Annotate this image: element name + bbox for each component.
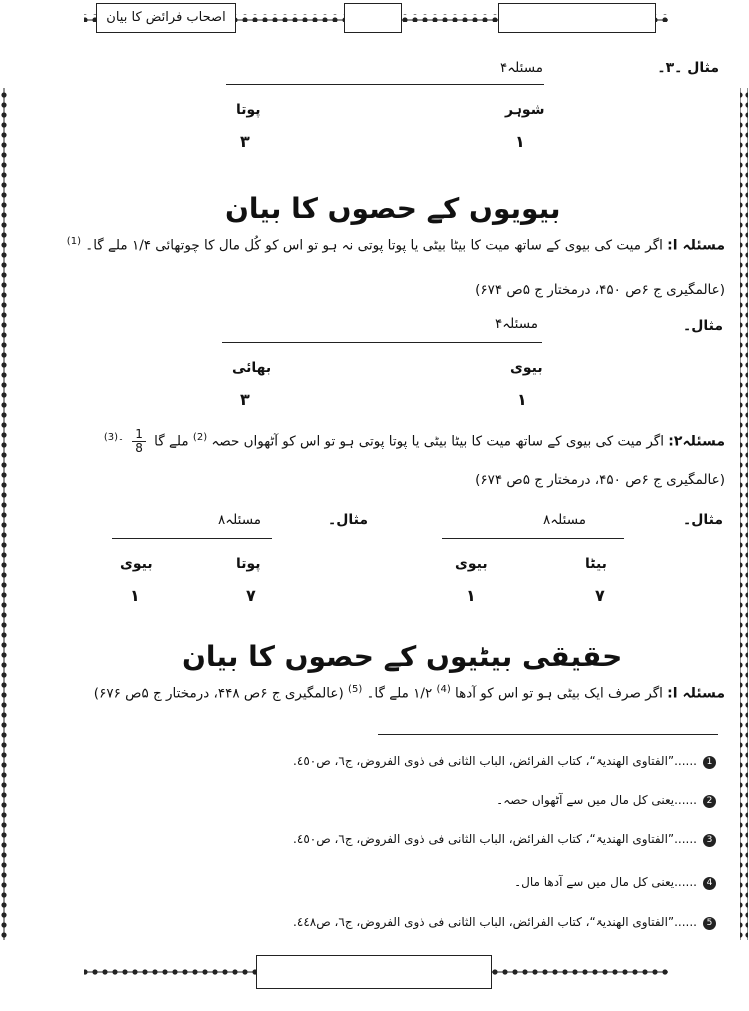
- example3-heir-1: شوہر: [505, 102, 545, 118]
- exampleB-share-2: ۱: [466, 586, 476, 605]
- exampleB-heir-1: بیٹا: [585, 556, 607, 572]
- masala3-line: [25, 684, 725, 702]
- footnote-5: ......”الفتاوی الھندیۃ“، کتاب الفرائض، الباب الثانی فی ذوی الفروض، ج٦، ص٤٤٨.: [293, 915, 697, 929]
- masala1-line: [25, 236, 725, 254]
- masala2-tail: ملے گا: [154, 433, 189, 450]
- masala3-text: اگر صرف ایک بیٹی ہو تو اس کو آدھا: [455, 685, 663, 702]
- exampleB-heir-2: بیوی: [455, 556, 488, 572]
- example3-masala: مسئلہ۴: [500, 60, 543, 76]
- exampleB-label: مثال۔: [683, 512, 723, 528]
- footer-box: [256, 955, 492, 989]
- exampleA-rule: [222, 342, 542, 343]
- footnote-4: ......یعنی کل مال میں سے آدھا مال۔: [514, 875, 697, 889]
- exampleA-heir-1: بیوی: [510, 360, 543, 376]
- example3-share-2: ۳: [240, 132, 250, 151]
- masala1-ref: (عالمگیری ج ۶ص ۴۵۰، درمختار ج ۵ص ۶۷۴): [475, 282, 725, 298]
- exampleC-share-1: ۷: [246, 586, 256, 605]
- exampleA-heir-2: بھائی: [232, 360, 272, 376]
- masala3-label: مسئلہ ا:: [667, 685, 725, 702]
- masala2-ref: (عالمگیری ج ۶ص ۴۵۰، درمختار ج ۵ص ۶۷۴): [475, 472, 725, 488]
- exampleC-label: مثال۔: [328, 512, 368, 528]
- exampleA-label: مثال۔: [683, 318, 723, 334]
- exampleB-share-1: ۷: [595, 586, 605, 605]
- footnote-1: ......”الفتاوی الھندیۃ“، کتاب الفرائض، الباب الثانی فی ذوی الفروض، ج٦، ص٤٥٠.: [293, 754, 697, 768]
- exampleC-heir-1: پوتا: [236, 556, 261, 572]
- masala3-ref: (عالمگیری ج ۶ص ۴۴۸، درمختار ج ۵ص ۶۷۶): [93, 685, 344, 702]
- masala2-fn2: (2): [192, 432, 208, 443]
- masala1-text: اگر میت کی بیوی کے ساتھ میت کا بیٹا بیٹی یا پوتا پوتی نہ ہو تو اس کو کُل مال کا چوتھائی: [155, 237, 663, 254]
- exampleA-share-1: ۱: [517, 390, 527, 409]
- example3-rule: [226, 84, 544, 85]
- masala1-tail: ملے گا۔: [85, 237, 128, 254]
- masala3-fn5: (5): [348, 684, 363, 695]
- exampleC-masala: مسئلہ۸: [218, 512, 261, 528]
- exampleC-heir-2: بیوی: [120, 556, 153, 572]
- masala2-frac-den: 8: [135, 441, 143, 455]
- masala3-tail: ملے گا۔: [366, 685, 409, 702]
- footnote-marker-3: 3: [703, 834, 716, 847]
- masala1-label: مسئلہ ا:: [667, 237, 725, 254]
- example3-heir-2: پوتا: [236, 102, 261, 118]
- footnote-marker-2: 2: [703, 795, 716, 808]
- masala2-line: [25, 428, 725, 455]
- footnote-3: ......”الفتاوی الھندیۃ“، کتاب الفرائض، الباب الثانی فی ذوی الفروض، ج٦، ص٤٥٠.: [293, 832, 697, 846]
- header-right-box: [498, 3, 656, 33]
- header-page-box: [344, 3, 402, 33]
- masala1-fraction: ۱/۴: [131, 237, 151, 254]
- exampleA-share-2: ۳: [240, 390, 250, 409]
- exampleC-share-2: ۱: [130, 586, 140, 605]
- exampleC-rule: [112, 538, 272, 539]
- masala3-fraction: ۱/۲: [413, 685, 433, 702]
- footnote-2: ......یعنی کل مال میں سے آٹھواں حصہ۔: [496, 793, 697, 807]
- masala2-fraction: [132, 428, 146, 455]
- header-title-box: [96, 3, 236, 33]
- section-heading-wives: بیویوں کے حصوں کا بیان: [225, 192, 561, 225]
- header-title: اصحاب فرائض کا بیان: [106, 10, 226, 25]
- example3-share-1: ۱: [515, 132, 525, 151]
- masala2-text: اگر میت کی بیوی کے ساتھ میت کا بیٹا بیٹی یا پوتا پوتی ہو تو اس کو آٹھواں حصہ: [211, 433, 664, 450]
- masala2-frac-num: 1: [132, 428, 146, 442]
- footnote-separator: [378, 734, 718, 735]
- masala3-fn4: (4): [436, 684, 451, 695]
- exampleB-masala: مسئلہ۸: [543, 512, 586, 528]
- section-heading-daughters: حقیقی بیٹیوں کے حصوں کا بیان: [182, 640, 623, 673]
- footnote-marker-1: 1: [703, 756, 716, 769]
- masala1-fn: (1): [66, 236, 81, 247]
- masala2-label: مسئلہ۲:: [668, 433, 725, 450]
- footnote-marker-5: 5: [703, 917, 716, 930]
- masala2-fn3: ۔(3): [103, 432, 124, 443]
- example3-label: مثال ۔۳۔: [657, 60, 719, 76]
- exampleB-rule: [442, 538, 624, 539]
- footnote-marker-4: 4: [703, 877, 716, 890]
- exampleA-masala: مسئلہ۴: [495, 316, 538, 332]
